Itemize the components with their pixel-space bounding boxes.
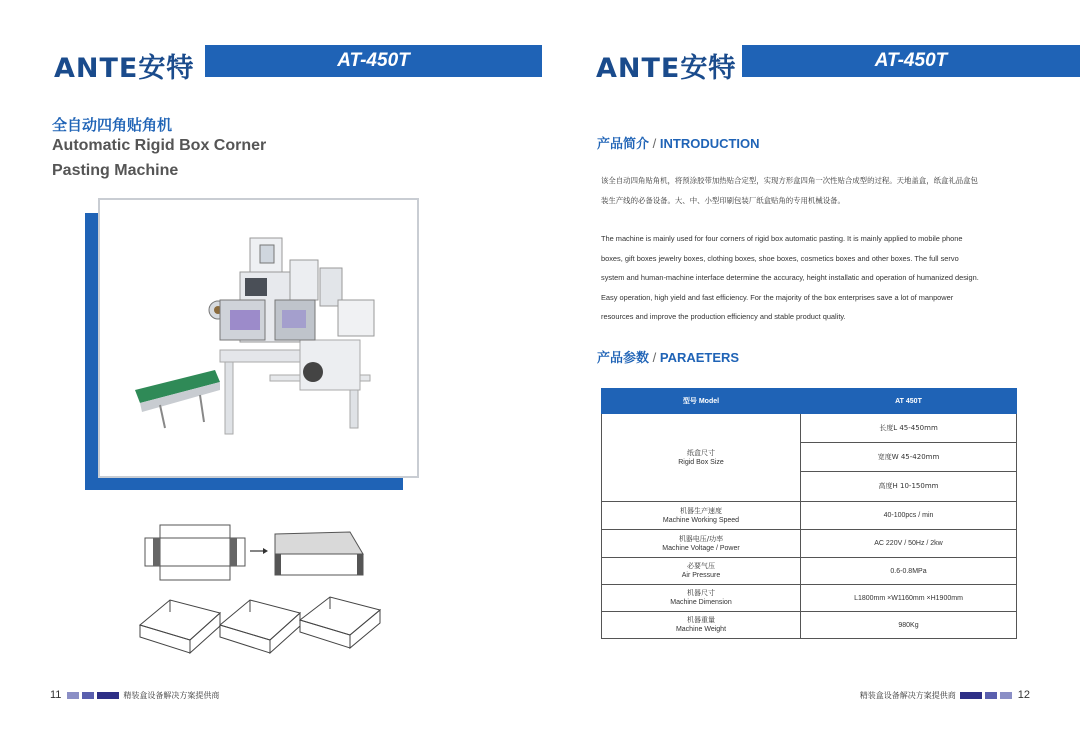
param-label-cn: 必要气压	[687, 562, 715, 570]
product-title-en-1: Automatic Rigid Box Corner	[52, 137, 267, 154]
wireframe-box-1	[140, 600, 220, 653]
params-heading-en: PARAETERS	[659, 350, 740, 365]
params-heading-cn: 产品参数	[597, 351, 650, 366]
param-label-en: Machine Voltage / Power	[662, 544, 740, 552]
intro-en-line: system and human-machine interface determine the accuracy, height installatic and operation of humanized design.	[601, 273, 979, 282]
product-title-en-2: Pasting Machine	[52, 162, 179, 179]
intro-paragraph-cn	[601, 171, 1021, 210]
params-header-row	[602, 389, 1017, 414]
machine-photo-frame	[98, 198, 419, 478]
param-value: 980Kg	[801, 612, 1017, 639]
flat-box-diagram	[145, 525, 245, 580]
param-label-en: Machine Dimension	[670, 599, 732, 606]
param-label-cell	[602, 530, 801, 558]
intro-heading: 产品简介 / INTRODUCTION	[597, 136, 760, 152]
footer-right	[860, 689, 1030, 701]
table-row	[602, 530, 1017, 558]
footer-square-1	[67, 692, 79, 699]
touch-screen	[245, 278, 267, 296]
model-banner-right	[742, 45, 1080, 77]
intro-heading-en: INTRODUCTION	[659, 136, 760, 151]
page-number-left: 11	[50, 689, 62, 701]
param-label-cell	[602, 502, 801, 530]
box-diagrams	[135, 520, 395, 660]
footer-square-2	[985, 692, 997, 699]
product-title-cn: 全自动四角贴角机	[52, 116, 173, 134]
footer-tagline-right: 精装盒设备解决方案提供商	[859, 690, 956, 700]
intro-en-line: Easy operation, high yield and fast efficiency. For the majority of the box enterprises save a lot of manpower	[601, 292, 954, 302]
size-label-cn: 纸盒尺寸	[687, 448, 715, 457]
size-length: 长度L 45-450mm	[801, 414, 1017, 443]
intro-paragraph-en	[601, 229, 1031, 327]
footer-tagline-left: 精装盒设备解决方案提供商	[123, 690, 220, 700]
logo-left: ANTE安特	[54, 53, 195, 84]
params-heading: 产品参数 / PARAETERS	[597, 350, 740, 366]
footer-bar	[960, 692, 982, 699]
param-label-en: Machine Weight	[675, 626, 727, 633]
header-model: 型号 Model	[602, 389, 801, 414]
param-label-cn: 机器重量	[687, 616, 715, 624]
intro-cn-line-1: 该全自动四角贴角机，将预涂胶带加热贴合定型，实现方形盒四角一次性贴合成型的过程。天地盖盒，纸盒礼品盒包	[601, 176, 978, 185]
param-label-en: Air Pressure	[681, 572, 721, 579]
footer-square-1	[1000, 692, 1012, 699]
param-label-cell	[602, 558, 801, 585]
model-label-right: AT-450T	[874, 50, 948, 71]
param-value: L1800mm ×W1160mm ×H1900mm	[801, 585, 1017, 612]
param-value: AC 220V / 50Hz / 2kw	[801, 530, 1017, 558]
params-table	[601, 388, 1017, 639]
footer-square-2	[82, 692, 94, 699]
param-label-en: Machine Working Speed	[662, 516, 740, 524]
machine-illustration	[100, 200, 417, 476]
param-label-cell	[602, 612, 801, 639]
param-label-cell	[602, 585, 801, 612]
intro-en-line: The machine is mainly used for four corners of rigid box automatic pasting. It is mainly applied to mobile phone	[601, 234, 963, 243]
param-label-cn: 机器生产速度	[680, 506, 722, 515]
wireframe-box-2	[220, 600, 300, 653]
param-label-cn: 机器电压/功率	[678, 534, 724, 543]
table-row	[602, 502, 1017, 530]
param-value: 0.6-0.8MPa	[801, 558, 1017, 585]
size-label-cell	[602, 414, 801, 502]
size-label-en: Rigid Box Size	[678, 458, 724, 466]
size-width: 宽度W 45-420mm	[801, 443, 1017, 472]
model-banner-left	[205, 45, 542, 77]
intro-en-line: resources and improve the production efficiency and stable product quality.	[601, 312, 846, 321]
intro-heading-cn: 产品简介	[597, 137, 650, 152]
param-label-cn: 机器尺寸	[687, 589, 715, 597]
formed-box-diagram	[275, 532, 363, 575]
header-model-value: AT 450T	[801, 389, 1017, 414]
footer-left	[50, 689, 219, 701]
wireframe-box-3	[300, 597, 380, 648]
page-number-right: 12	[1017, 689, 1030, 701]
table-row	[602, 414, 1017, 443]
table-row	[602, 612, 1017, 639]
table-row	[602, 585, 1017, 612]
size-height: 高度H 10-150mm	[801, 472, 1017, 502]
model-label-left: AT-450T	[337, 50, 410, 71]
footer-bar	[97, 692, 119, 699]
arrow-icon	[250, 548, 268, 554]
intro-en-line: boxes, gift boxes jewelry boxes, clothing boxes, shoe boxes, cosmetics boxes and other boxes. The full servo	[601, 253, 959, 263]
table-row	[602, 558, 1017, 585]
param-value: 40-100pcs / min	[801, 502, 1017, 530]
logo-right: ANTE安特	[596, 53, 737, 84]
intro-cn-line-2: 装生产线的必备设备。大、中、小型印刷包装厂纸盒贴角的专用机械设备。	[601, 195, 845, 205]
